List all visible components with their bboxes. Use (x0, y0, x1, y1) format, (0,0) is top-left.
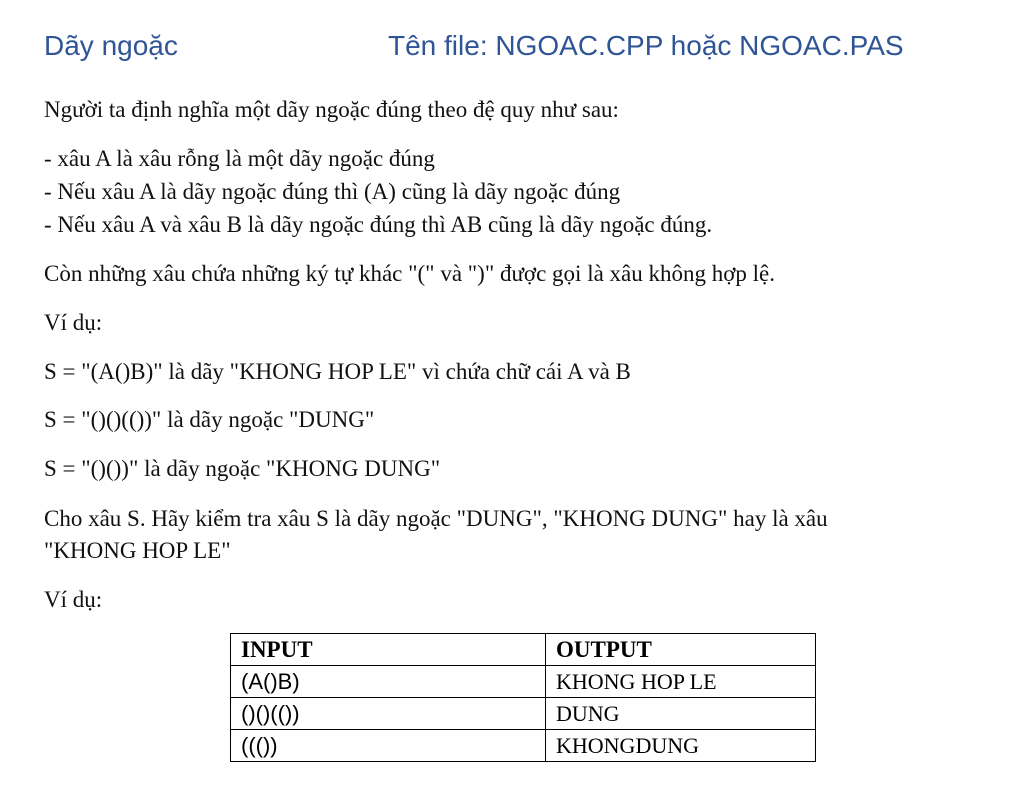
example-line: S = "()()(())" là dãy ngoặc "DUNG" (44, 407, 375, 432)
rule-item: - Nếu xâu A là dãy ngoặc đúng thì (A) cũng là dãy ngoặc đúng (44, 179, 621, 204)
column-header-output: OUTPUT (546, 634, 816, 666)
rule-item: - xâu A là xâu rỗng là một dãy ngoặc đúng (44, 146, 435, 171)
problem-title: Dãy ngoặc (44, 30, 178, 61)
example-table (230, 633, 816, 762)
file-name-label: Tên file: NGOAC.CPP hoặc NGOAC.PAS (388, 30, 904, 61)
output-cell: DUNG (546, 698, 816, 730)
table-row (231, 730, 816, 762)
invalid-note: Còn những xâu chứa những ký tự khác "(" và ")" được gọi là xâu không hợp lệ. (44, 261, 776, 286)
task-line: "KHONG HOP LE" (44, 538, 231, 563)
column-header-input: INPUT (231, 634, 546, 666)
input-cell: ()()(()) (231, 698, 546, 730)
output-cell: KHONG HOP LE (546, 666, 816, 698)
rule-item: - Nếu xâu A và xâu B là dãy ngoặc đúng thì AB cũng là dãy ngoặc đúng. (44, 212, 713, 237)
example-label-2: Ví dụ: (44, 587, 103, 612)
output-cell: KHONGDUNG (546, 730, 816, 762)
intro-paragraph: Người ta định nghĩa một dãy ngoặc đúng theo đệ quy như sau: (44, 97, 619, 122)
table-header-row (231, 634, 816, 666)
table-row (231, 698, 816, 730)
input-cell: ((()) (231, 730, 546, 762)
task-line: Cho xâu S. Hãy kiểm tra xâu S là dãy ngoặc "DUNG", "KHONG DUNG" hay là xâu (44, 506, 828, 531)
example-label: Ví dụ: (44, 310, 103, 335)
rules-list (44, 142, 712, 241)
input-cell: (A()B) (231, 666, 546, 698)
table-row (231, 666, 816, 698)
example-line: S = "()())" là dãy ngoặc "KHONG DUNG" (44, 456, 441, 481)
example-line: S = "(A()B)" là dãy "KHONG HOP LE" vì chứa chữ cái A và B (44, 359, 631, 384)
